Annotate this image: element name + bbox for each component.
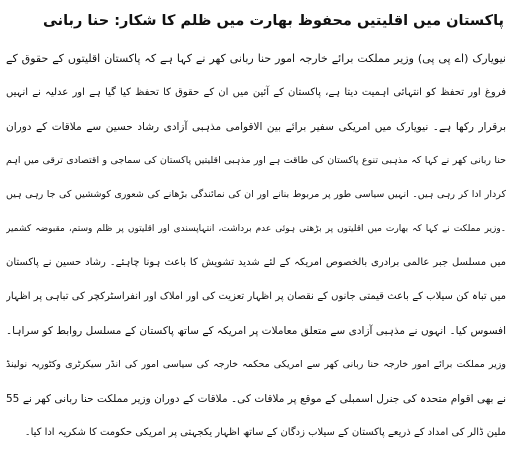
article-line: نے بھی اقوام متحدہ کی جنرل اسمبلی کے موقع پر ملاقات کی۔ ملاقات کے دوران وزیر مملکت حنا ربانی کھر نے 55 <box>6 393 506 405</box>
article-line: افسوس کیا۔ انہوں نے مذہبی آزادی سے متعلق معاملات پر امریکہ کے ساتھ پاکستان کے مسلسل روابط کو سراہا۔ <box>6 325 506 337</box>
article-line: فروغ اور تحفظ کو انتہائی اہمیت دیتا ہے، پاکستان کے آئین میں ان کے حقوق کا تحفظ کیا گیا ہے اور عدلیہ نے انہیں <box>6 87 506 98</box>
article-line: کردار ادا کر رہی ہیں۔ انہیں سیاسی طور پر مربوط بنانے اور ان کی نمائندگی بڑھانے کی شعوری کوششیں کی جا رہی ہیں <box>6 189 506 200</box>
article-line: میں تباہ کن سیلاب کے باعث قیمتی جانوں کے نقصان پر اظہار تعزیت کی اور املاک اور انفراسٹرکچر کی تباہی پر اظہار <box>6 291 506 302</box>
headline: پاکستان میں اقلیتیں محفوظ بھارت میں ظلم کا شکار: حنا ربانی <box>42 13 504 29</box>
article-line: نیویارک (اے پی پی) وزیر مملکت برائے خارجہ امور حنا ربانی کھر نے کہا ہے کہ پاکستان اقلیتوں کے حقوق کے <box>6 52 506 65</box>
article-line: برقرار رکھا ہے۔ نیویارک میں امریکی سفیر برائے بین الاقوامی مذہبی آزادی رشاد حسین سے ملاقات کے دوران <box>6 121 506 133</box>
article-line: وزیر مملکت برائے امور خارجہ حنا ربانی کھر سے امریکی محکمہ خارجہ کی سیاسی امور کی انڈر سیکرٹری وکٹوریہ نولینڈ <box>6 359 506 370</box>
article-body <box>6 42 506 450</box>
article-line: ۔وزیر مملکت نے کہا کہ بھارت میں اقلیتوں پر بڑھتی ہوئی عدم برداشت، انتہاپسندی اور اقلیتوں پر ظلم وستم، مقبوضہ کشمیر <box>6 224 506 234</box>
article-line: میں مسلسل جبر عالمی برادری بالخصوص امریکہ کے لئے شدید تشویش کا باعث ہونا چاہئے۔ رشاد حسین نے پاکستان <box>6 257 506 268</box>
article-line: ملین ڈالر کی امداد کے ذریعے پاکستان کے سیلاب زدگان کے ساتھ اظہار یکجہتی پر امریکی حکومت کا شکریہ ادا کیا۔ <box>24 427 506 438</box>
article-line: حنا ربانی کھر نے کہا کہ مذہبی تنوع پاکستان کی طاقت ہے اور مذہبی اقلیتیں پاکستان کی سماجی و اقتصادی ترقی میں اہم <box>6 155 506 166</box>
